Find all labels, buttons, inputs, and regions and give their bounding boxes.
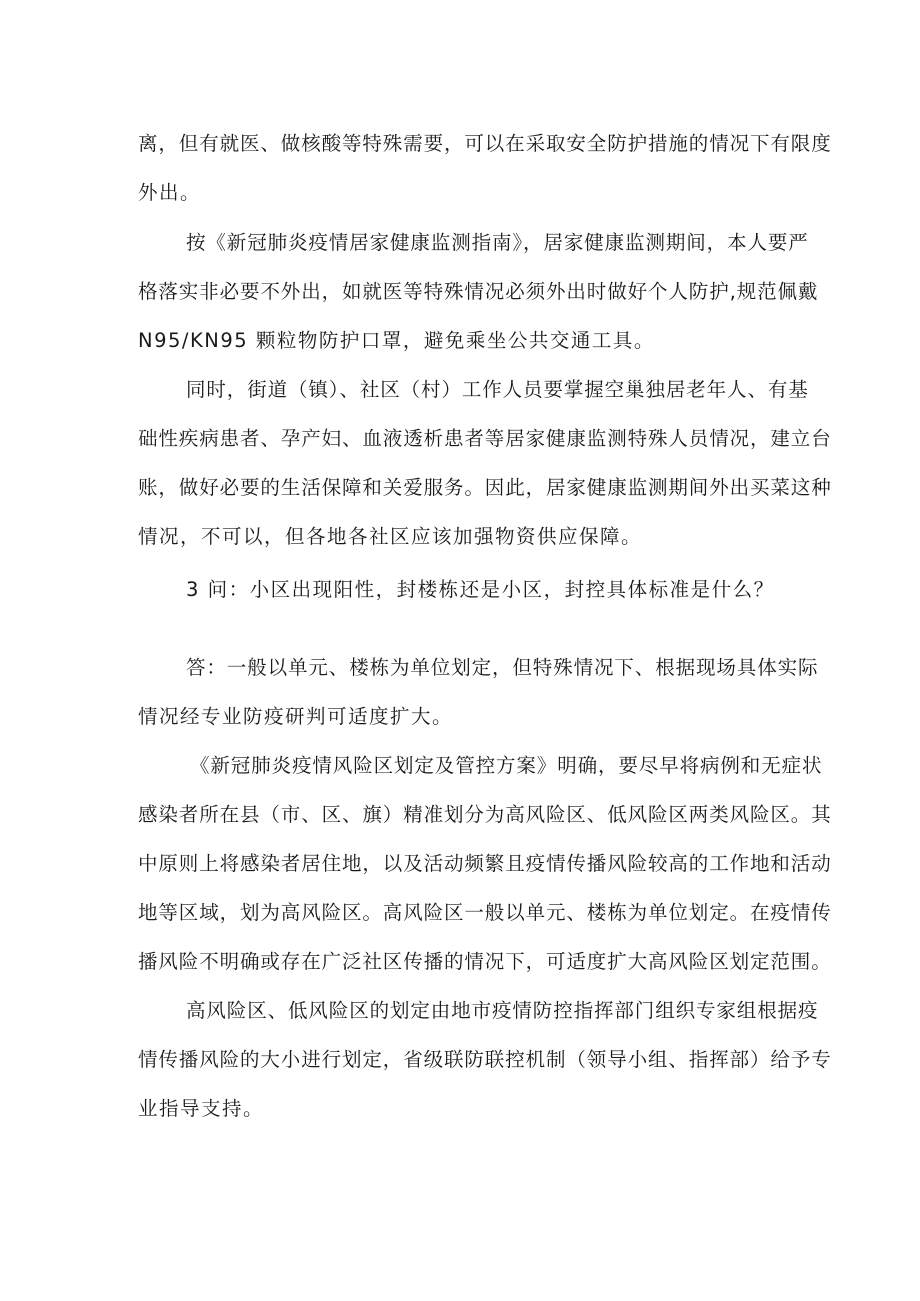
paragraph-line: 情况经专业防疫研判可适度扩大。 xyxy=(138,705,454,728)
paragraph-line: 业指导支持。 xyxy=(138,1097,265,1120)
paragraph-line: 格落实非必要不外出，如就医等特殊情况必须外出时做好个人防护,规范佩戴 xyxy=(138,280,819,303)
question-heading: 3 问：小区出现阳性，封楼栋还是小区，封控具体标准是什么？ xyxy=(186,578,775,601)
paragraph-line: 础性疾病患者、孕产妇、血液透析患者等居家健康监测特殊人员情况，建立台 xyxy=(138,427,832,450)
paragraph-line: 高风险区、低风险区的划定由地市疫情防控指挥部门组织专家组根据疫 xyxy=(186,999,819,1022)
paragraph-line: 外出。 xyxy=(138,181,202,204)
paragraph-line: 答：一般以单元、楼栋为单位划定，但特殊情况下、根据现场具体实际 xyxy=(186,656,819,679)
paragraph-line: 感染者所在县（市、区、旗）精准划分为高风险区、低风险区两类风险区。其 xyxy=(138,803,832,826)
paragraph-line: 按《新冠肺炎疫情居家健康监测指南》，居家健康监测期间，本人要严 xyxy=(186,231,809,254)
paragraph-line: 中原则上将感染者居住地，以及活动频繁且疫情传播风险较高的工作地和活动 xyxy=(138,852,832,875)
paragraph-line: 地等区域，划为高风险区。高风险区一般以单元、楼栋为单位划定。在疫情传 xyxy=(138,901,832,924)
paragraph-line: 同时，街道（镇）、社区（村）工作人员要掌握空巢独居老年人、有基 xyxy=(186,378,809,401)
paragraph-line: 情况，不可以，但各地各社区应该加强物资供应保障。 xyxy=(138,525,643,548)
paragraph-line: 《新冠肺炎疫情风险区划定及管控方案》明确，要尽早将病例和无症状 xyxy=(190,754,823,777)
paragraph-line: 情传播风险的大小进行划定，省级联防联控机制（领导小组、指挥部）给予专 xyxy=(138,1048,832,1071)
paragraph-line: 播风险不明确或存在广泛社区传播的情况下，可适度扩大高风险区划定范围。 xyxy=(138,950,832,973)
paragraph-line: 离，但有就医、做核酸等特殊需要，可以在采取安全防护措施的情况下有限度 xyxy=(138,132,832,155)
paragraph-line: N95/KN95 颗粒物防护口罩，避免乘坐公共交通工具。 xyxy=(138,329,655,352)
paragraph-line: 账，做好必要的生活保障和关爱服务。因此，居家健康监测期间外出买菜这种 xyxy=(138,476,832,499)
